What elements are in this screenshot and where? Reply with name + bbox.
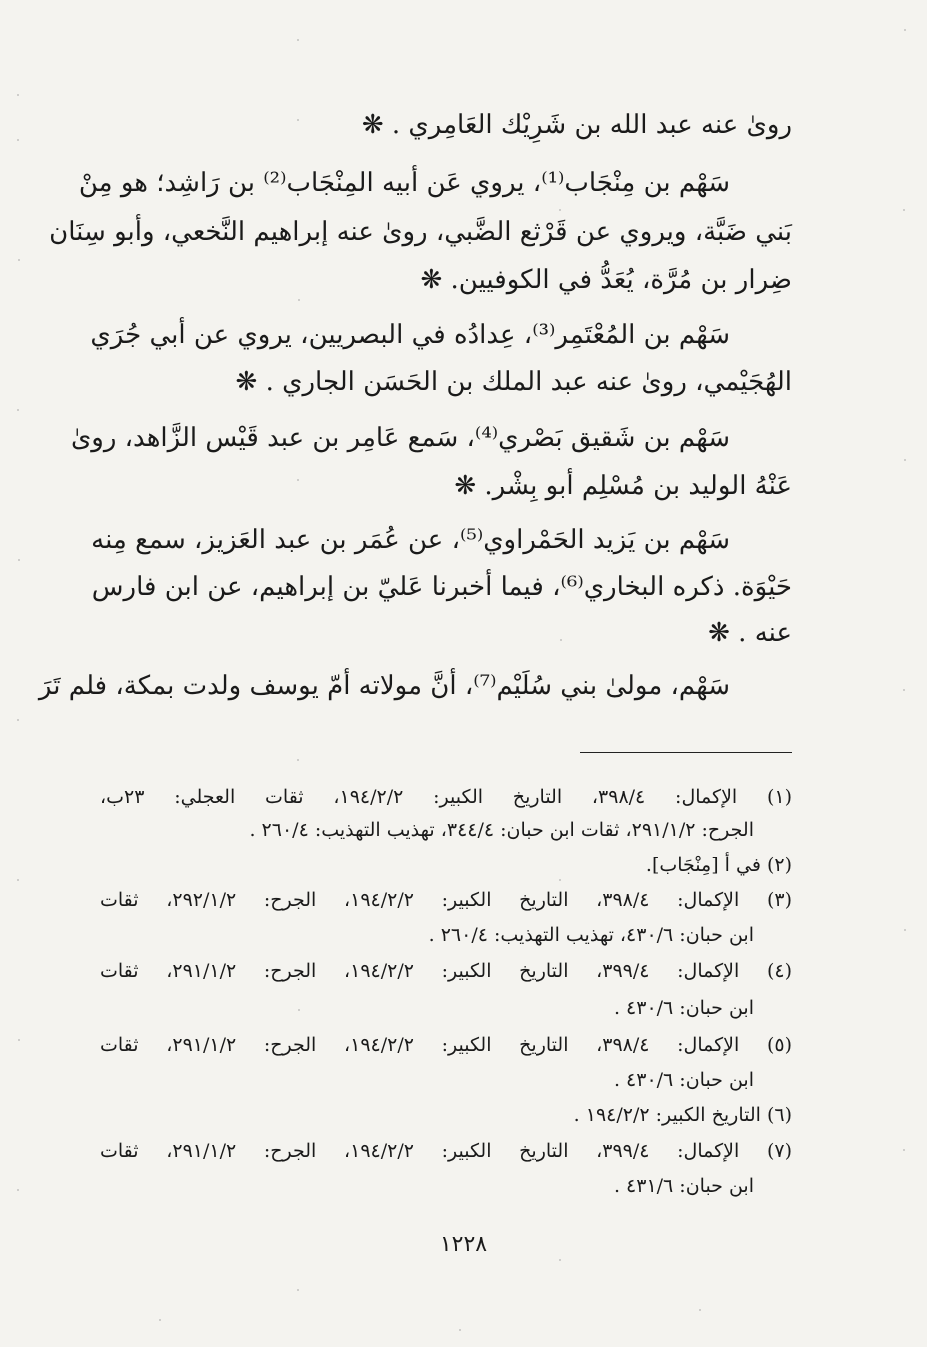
footnote-line-9: ابن حبان: ٤٣٠/٦ .	[613, 1069, 754, 1091]
footnote-line-6: (٤) الإكمال: ٣٩٩/٤، التاريخ الكبير: ١٩٤/٢/٢، الجرح: ٢٩١/١/٢، ثقات	[100, 960, 792, 982]
body-line-7: سَهْم بن شَقيق بَصْري⁽⁴⁾، سَمع عَامِر بن عبد قَيْس الزَّاهد، رویٰ	[70, 423, 730, 453]
body-line-10: حَيْوَة. ذكره البخاري⁽⁶⁾، فيما أخبرنا عَليّ بن إبراهيم، عن ابن فارس	[91, 572, 792, 602]
body-line-5: سَهْم بن المُعْتَمِر⁽³⁾، عِدادُه في البصريين، يروي عن أبي جُرَي	[90, 320, 730, 350]
footnote-separator	[580, 752, 792, 753]
footnote-line-10: (٦) التاريخ الكبير: ١٩٤/٢/٢ .	[573, 1104, 792, 1126]
body-line-2: سَهْم بن مِنْجَاب⁽¹⁾، يروي عَن أبيه المِنْجَاب⁽²⁾ بن رَاشِد؛ هو مِنْ	[78, 168, 730, 198]
footnote-line-8: (٥) الإكمال: ٣٩٨/٤، التاريخ الكبير: ١٩٤/٢/٢، الجرح: ٢٩١/١/٢، ثقات	[100, 1034, 792, 1056]
body-line-4: ضِرار بن مُرَّة، يُعَدُّ في الكوفيين. ❋	[420, 265, 792, 295]
footnote-line-11: (٧) الإكمال: ٣٩٩/٤، التاريخ الكبير: ١٩٤/٢/٢، الجرح: ٢٩١/١/٢، ثقات	[100, 1140, 792, 1162]
body-line-1: رویٰ عنه عبد الله بن شَرِيْك العَامِري . ❋	[361, 110, 792, 140]
body-line-11: عنه . ❋	[708, 618, 792, 648]
footnote-line-3: (٢) في أ [مِنْجَاب].	[645, 854, 792, 876]
body-line-8: عَنْهُ الوليد بن مُسْلِم أبو بِشْر. ❋	[454, 471, 792, 501]
document-page	[38, 0, 793, 1347]
page-number: ١٢٢٨	[439, 1232, 488, 1257]
body-line-6: الهُجَيْمي، رویٰ عنه عبد الملك بن الحَسَن الجاري . ❋	[235, 367, 792, 397]
footnote-line-7: ابن حبان: ٤٣٠/٦ .	[613, 997, 754, 1019]
body-line-3: بَني ضَبَّة، ويروي عن قَرْثع الضَّبي، رویٰ عنه إبراهيم النَّخعي، وأبو سِنَان	[49, 217, 792, 247]
footnote-line-4: (٣) الإكمال: ٣٩٨/٤، التاريخ الكبير: ١٩٤/٢/٢، الجرح: ٢٩٢/١/٢، ثقات	[100, 889, 792, 911]
body-line-9: سَهْم بن يَزيد الحَمْراوي⁽⁵⁾، عن عُمَر بن عبد العَزيز، سمع مِنه	[91, 525, 730, 555]
footnote-line-12: ابن حبان: ٤٣١/٦ .	[613, 1175, 754, 1197]
body-line-12: سَهْم، مولیٰ بني سُلَيْم⁽⁷⁾، أنَّ مولاته أمّ يوسف ولدت بمكة، فلم تَرَ	[38, 671, 730, 701]
footnote-line-1: (١) الإكمال: ٣٩٨/٤، التاريخ الكبير: ١٩٤/٢/٢، ثقات العجلي: ٢٣ب،	[100, 786, 793, 808]
footnote-line-2: الجرح: ٢٩١/١/٢، ثقات ابن حبان: ٣٤٤/٤، تهذيب التهذيب: ٢٦٠/٤ .	[249, 819, 754, 841]
footnote-line-5: ابن حبان: ٤٣٠/٦، تهذيب التهذيب: ٢٦٠/٤ .	[428, 924, 754, 946]
